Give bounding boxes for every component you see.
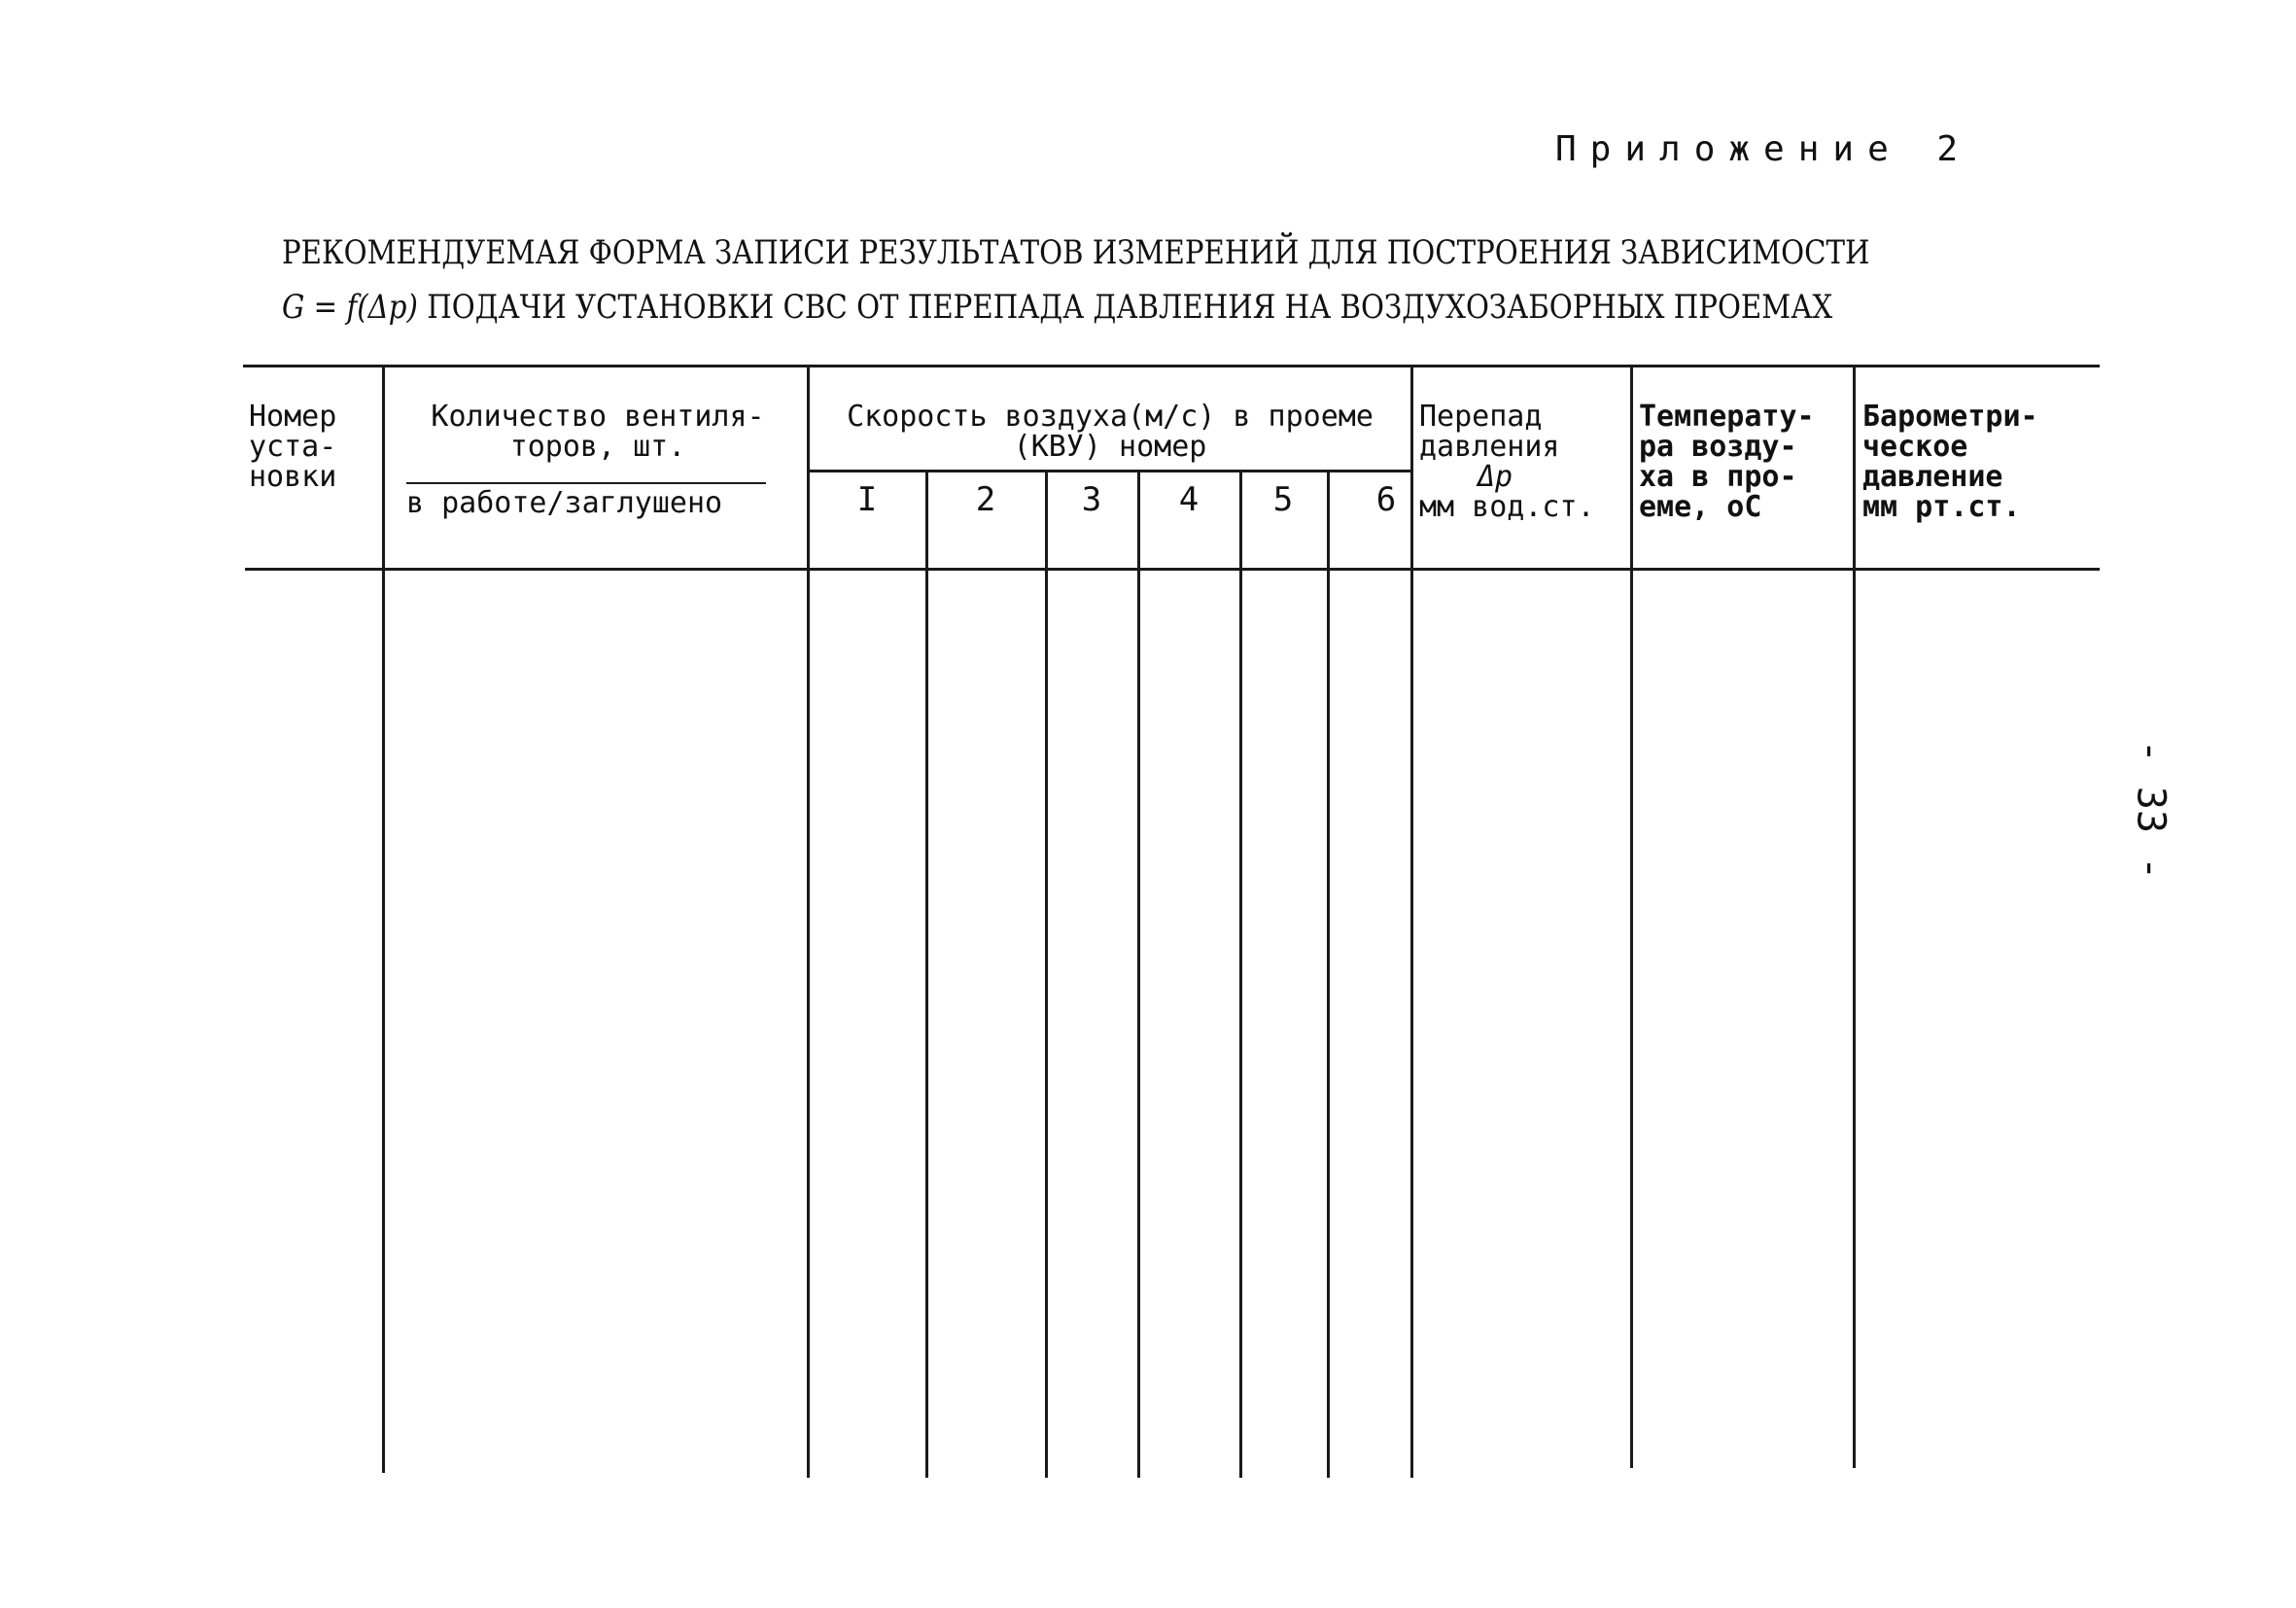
column-divider-1 [382,365,385,1473]
fans-subheader-divider [406,482,766,484]
appendix-label: Приложение 2 [1555,129,1972,169]
column-divider-3 [1410,365,1413,1478]
title-line-2 [282,280,1833,334]
speed-divider-4 [1239,470,1242,1478]
header-air-speed: Скорость воздуха(м/с) в проеме (КВУ) номер [847,400,1374,464]
page-number: - 33 - [2128,739,2174,881]
header-fans-count: Количество вентиля- торов, шт. [431,400,765,464]
speed-number-5: 5 [1272,480,1294,519]
column-divider-4 [1630,365,1633,1468]
speed-number-4: 4 [1178,480,1200,519]
speed-divider-1 [925,470,928,1478]
speed-divider-2 [1045,470,1048,1478]
speed-number-3: 3 [1081,480,1102,519]
speed-subheader-divider [809,470,1411,472]
header-barometric-pressure: Барометри- ческое давление мм рт.ст. [1862,400,2038,524]
speed-divider-5 [1327,470,1330,1478]
column-divider-2 [807,365,810,1478]
header-bottom-border [245,568,2100,571]
header-pressure-drop: Перепад давления Δp мм вод.ст. [1419,400,1595,524]
column-divider-5 [1853,365,1856,1468]
title-line-2-text: ПОДАЧИ УСТАНОВКИ СВС ОТ ПЕРЕПАДА ДАВЛЕНИЯ НА ВОЗДУХОЗАБОРНЫХ ПРОЕМАХ [427,288,1833,327]
title-formula: G = f(Δp) [282,288,418,327]
speed-number-6: 6 [1375,480,1397,519]
header-fans-subheader: в работе/заглушено [406,486,723,520]
table-top-border [243,365,2100,367]
document-title [282,226,1870,334]
title-line-1: РЕКОМЕНДУЕМАЯ ФОРМА ЗАПИСИ РЕЗУЛЬТАТОВ ИЗМЕРЕНИЙ ДЛЯ ПОСТРОЕНИЯ ЗАВИСИМОСТИ [282,233,1870,272]
speed-number-1: I [856,480,878,519]
header-air-temperature: Температу- ра возду- ха в про- еме, оС [1639,400,1815,524]
speed-divider-3 [1137,470,1140,1478]
speed-number-2: 2 [975,480,996,519]
header-unit-number: Номер уста- новки [249,400,337,494]
